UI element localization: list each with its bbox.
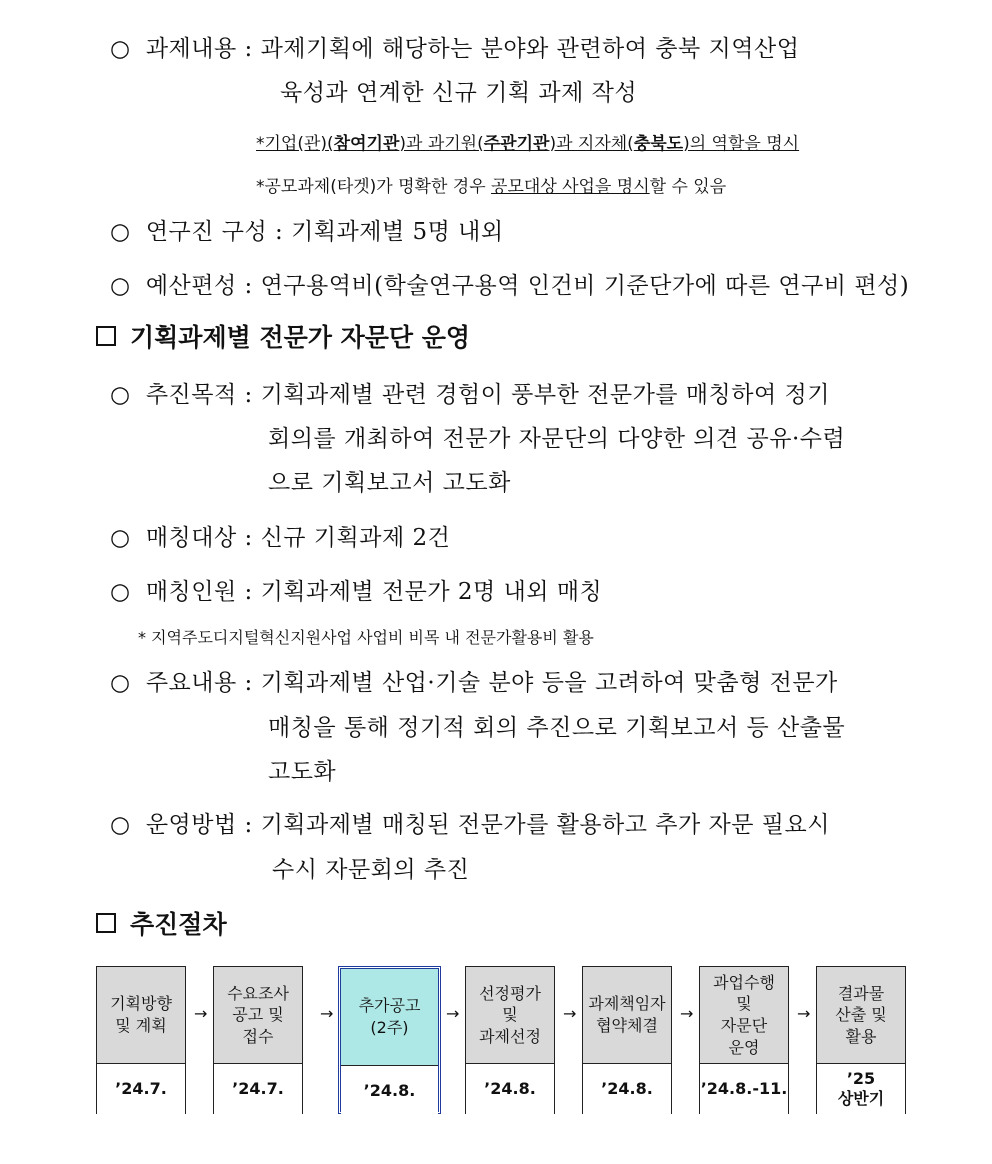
- arrow-right-icon: →: [446, 1004, 460, 1023]
- content-label: 과제내용 :: [145, 36, 253, 62]
- step-name: 기획방향 및 계획: [97, 967, 185, 1064]
- bullet-icon: ○: [110, 579, 131, 605]
- arrow-right-icon: →: [680, 1004, 694, 1023]
- process-step: [213, 966, 303, 1114]
- process-step: [582, 966, 672, 1114]
- process-step: [465, 966, 555, 1114]
- team-item: [110, 213, 504, 246]
- step-name: 추가공고 (2주): [341, 969, 438, 1066]
- bullet-icon: ○: [110, 219, 131, 245]
- step-date: ’24.8.: [583, 1064, 671, 1114]
- checkbox-icon: [96, 326, 116, 346]
- method-item: [110, 806, 830, 839]
- bullet-icon: ○: [110, 273, 131, 299]
- step-name: 과제책임자 협약체결: [583, 967, 671, 1064]
- section-heading: [96, 905, 227, 941]
- process-step: [699, 966, 789, 1114]
- bullet-icon: ○: [110, 382, 131, 408]
- step-date: ’24.8.: [466, 1064, 554, 1114]
- target-label: 매칭대상 :: [145, 525, 253, 551]
- purpose-label: 추진목적 :: [145, 382, 253, 408]
- members-item: [110, 573, 602, 606]
- target-item: [110, 519, 450, 552]
- step-name: 선정평가 및 과제선정: [466, 967, 554, 1064]
- step-name: 결과물 산출 및 활용: [817, 967, 905, 1064]
- team-text: 기획과제별 5명 내외: [291, 219, 504, 245]
- members-text: 기획과제별 전문가 2명 내외 매칭: [260, 579, 603, 605]
- main-line1: 기획과제별 산업·기술 분야 등을 고려하여 맞춤형 전문가: [260, 670, 838, 696]
- bullet-icon: ○: [110, 812, 131, 838]
- process-step: [96, 966, 186, 1114]
- target-text: 신규 기획과제 2건: [260, 525, 451, 551]
- process-step-highlighted: [338, 966, 441, 1114]
- arrow-right-icon: →: [194, 1004, 208, 1023]
- arrow-right-icon: →: [563, 1004, 577, 1023]
- budget-text: 연구용역비(학술연구용역 인건비 기준단가에 따른 연구비 편성): [260, 273, 910, 299]
- team-label: 연구진 구성 :: [145, 219, 284, 245]
- bullet-icon: ○: [110, 525, 131, 551]
- step-date: ’25 상반기: [817, 1064, 905, 1114]
- step-date: ’24.7.: [97, 1064, 185, 1114]
- section-heading: [96, 318, 470, 354]
- members-note: * 지역주도디지털혁신지원사업 사업비 비목 내 전문가활용비 활용: [138, 628, 594, 647]
- budget-item: [110, 267, 909, 300]
- role-note: *기업(관)(참여기관)과 과기원(주관기관)과 지자체(충북도)의 역할을 명시: [256, 134, 800, 154]
- purpose-item: [110, 376, 830, 409]
- arrow-right-icon: →: [320, 1004, 334, 1023]
- main-label: 주요내용 :: [145, 670, 253, 696]
- members-label: 매칭인원 :: [145, 579, 253, 605]
- step-name: 수요조사 공고 및 접수: [214, 967, 302, 1064]
- budget-label: 예산편성 :: [145, 273, 253, 299]
- step-date: ’24.8.: [341, 1066, 438, 1116]
- purpose-line2: 회의를 개최하여 전문가 자문단의 다양한 의견 공유·수렴: [268, 426, 846, 452]
- step-name: 과업수행 및 자문단 운영: [700, 967, 788, 1064]
- main-item: [110, 664, 838, 697]
- main-line2: 매칭을 통해 정기적 회의 추진으로 기획보고서 등 산출물: [268, 715, 846, 741]
- main-line3: 고도화: [268, 759, 337, 785]
- bullet-icon: ○: [110, 36, 131, 62]
- purpose-line3: 으로 기획보고서 고도화: [268, 470, 511, 496]
- content-line1: 과제기획에 해당하는 분야와 관련하여 충북 지역산업: [260, 36, 800, 62]
- method-line1: 기획과제별 매칭된 전문가를 활용하고 추가 자문 필요시: [260, 812, 830, 838]
- process-step: [816, 966, 906, 1114]
- purpose-line1: 기획과제별 관련 경험이 풍부한 전문가를 매칭하여 정기: [260, 382, 830, 408]
- section-title: 추진절차: [130, 910, 227, 939]
- step-date: ’24.7.: [214, 1064, 302, 1114]
- content-item: [110, 30, 799, 63]
- bullet-icon: ○: [110, 670, 131, 696]
- content-line2: 육성과 연계한 신규 기획 과제 작성: [280, 80, 638, 106]
- method-line2: 수시 자문회의 추진: [272, 857, 470, 883]
- method-label: 운영방법 :: [145, 812, 253, 838]
- checkbox-icon: [96, 913, 116, 933]
- arrow-right-icon: →: [797, 1004, 811, 1023]
- section-title: 기획과제별 전문가 자문단 운영: [130, 323, 471, 352]
- target-note: *공모과제(타겟)가 명확한 경우 공모대상 사업을 명시할 수 있음: [256, 177, 727, 197]
- step-date: ’24.8.-11.: [700, 1064, 788, 1114]
